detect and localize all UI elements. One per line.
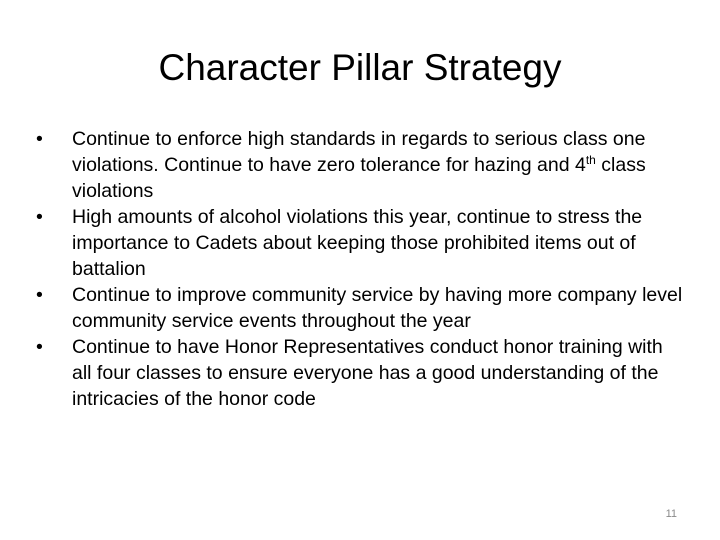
- bullet-text: High amounts of alcohol violations this year, continue to stress the importance to Cadets about keeping those prohibited items out of battalion: [72, 206, 643, 280]
- bullet-list: [36, 126, 684, 412]
- bullet-marker: •: [36, 284, 43, 306]
- bullet-text-part: Continue to enforce high standards in regards to serious class one violations. Continue to have zero tolerance for hazing and 4: [72, 128, 646, 176]
- bullet-text: Continue to have Honor Representatives conduct honor training with all four classes to ensure everyone has a good understanding of the intricacies of the honor code: [72, 336, 663, 410]
- bullet-text-part: class violations: [72, 154, 646, 202]
- bullet-item-community-service: [36, 282, 684, 334]
- page-number: 11: [665, 508, 677, 520]
- bullet-item-enforce-standards: [36, 126, 684, 204]
- bullet-marker: •: [36, 336, 43, 358]
- bullet-item-alcohol-violations: [36, 204, 684, 282]
- bullet-text: [72, 128, 646, 202]
- slide-title: Character Pillar Strategy: [158, 47, 562, 88]
- bullet-marker: •: [36, 128, 43, 150]
- ordinal-superscript: th: [585, 153, 596, 167]
- bullet-marker: •: [36, 206, 43, 228]
- bullet-text: Continue to improve community service by having more company level community service events throughout the year: [72, 284, 683, 332]
- bullet-item-honor-training: [36, 334, 684, 412]
